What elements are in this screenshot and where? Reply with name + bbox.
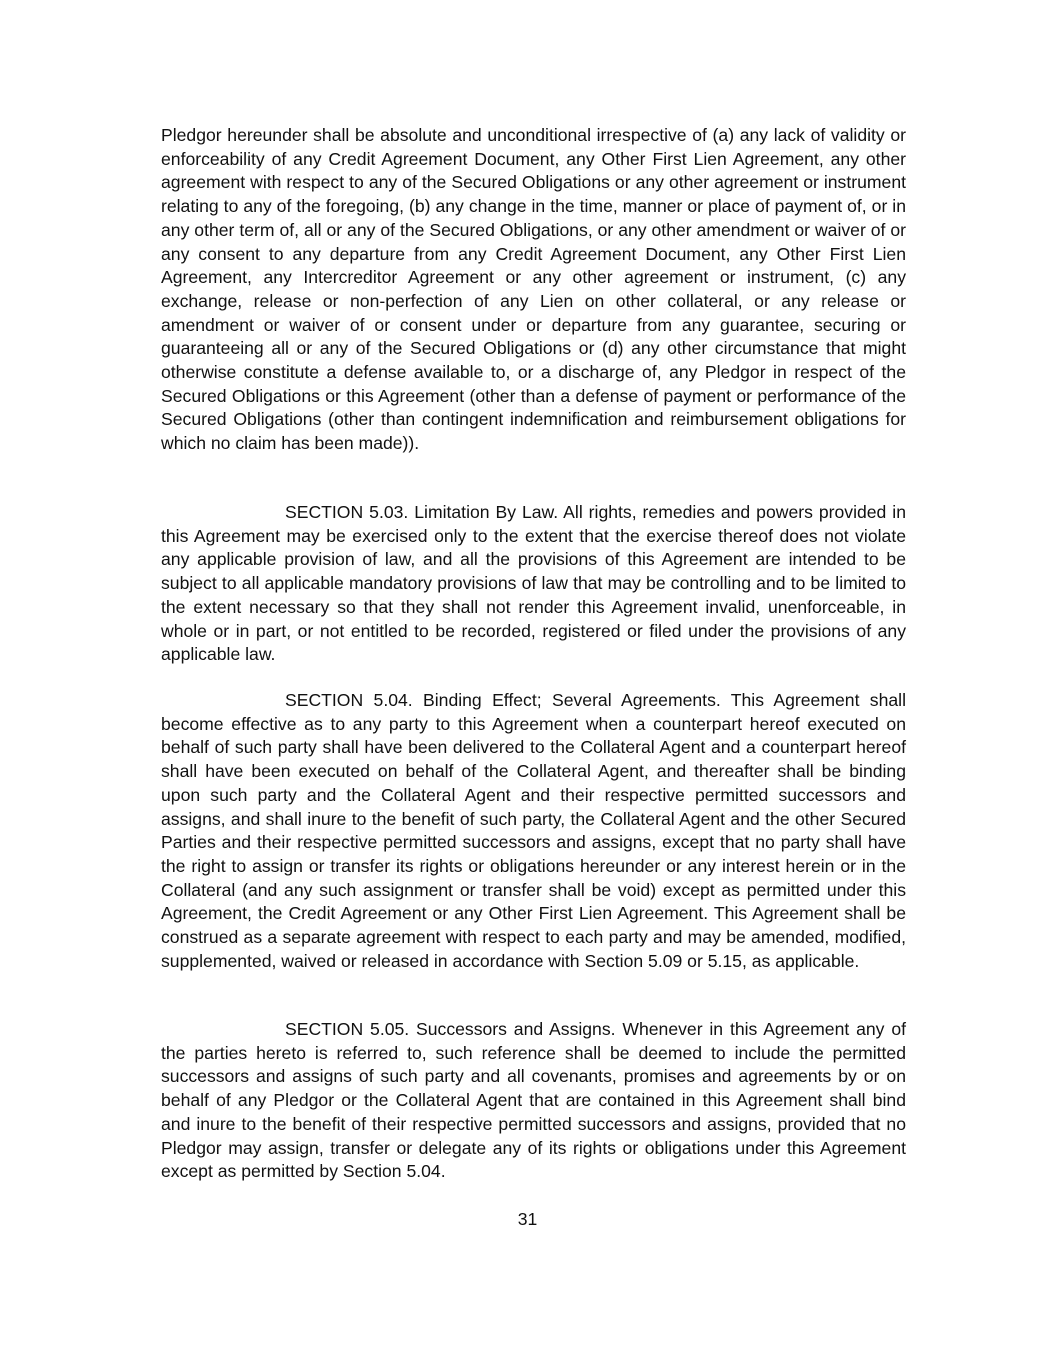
section-5-05-successors-and-assigns: SECTION 5.05. Successors and Assigns. Whenever in this Agreement any of the parties hereto is referred to, such reference shall be deemed to include the permitted successors and assigns of such party and all covenants, promises and agreements by or on behalf of any Pledgor or the Collateral Agent that are contained in this Agreement shall bind and inure to the benefit of their respective permitted successors and assigns, provided that no Pledgor may assign, transfer or delegate any of its rights or obligations under this Agreement except as permitted by Section 5.04. (161, 1019, 906, 1182)
paragraph-continuation: Pledgor hereunder shall be absolute and unconditional irrespective of (a) any lack of validity or enforceability of any Credit Agreement Document, any Other First Lien Agreement, any other agreement with respect to any of the Secured Obligations or any other agreement or instrument relating to any of the foregoing, (b) any change in the time, manner or place of payment of, or in any other term of, all or any of the Secured Obligations, or any other amendment or waiver of or any consent to any departure from any Credit Agreement Document, any Other First Lien Agreement, any Intercreditor Agreement or any other agreement or instrument, (c) any exchange, release or non-perfection of any Lien on other collateral, or any release or amendment or waiver of or consent under or departure from any guarantee, securing or guaranteeing all or any of the Secured Obligations or (d) any other circumstance that might otherwise constitute a defense available to, or a discharge of, any Pledgor in respect of the Secured Obligations or this Agreement (other than a defense of payment or performance of the Secured Obligations (other than contingent indemnification and reimbursement obligations for which no claim has been made)). (161, 125, 906, 454)
section-5-04-binding-effect: SECTION 5.04. Binding Effect; Several Agreements. This Agreement shall become effective as to any party to this Agreement when a counterpart hereof executed on behalf of such party shall have been delivered to the Collateral Agent and a counterpart hereof shall have been executed on behalf of the Collateral Agent, and thereafter shall be binding upon such party and the Collateral Agent and their respective permitted successors and assigns, and shall inure to the benefit of such party, the Collateral Agent and the other Secured Parties and their respective permitted successors and assigns, except that no party shall have the right to assign or transfer its rights or obligations hereunder or any interest herein or in the Collateral (and any such assignment or transfer shall be void) except as permitted under this Agreement, the Credit Agreement or any Other First Lien Agreement. This Agreement shall be construed as a separate agreement with respect to each party and may be amended, modified, supplemented, waived or released in accordance with Section 5.09 or 5.15, as applicable. (161, 690, 906, 971)
section-5-03-limitation-by-law: SECTION 5.03. Limitation By Law. All rights, remedies and powers provided in this Agreement may be exercised only to the extent that the exercise thereof does not violate any applicable provision of law, and all the provisions of this Agreement are intended to be subject to all applicable mandatory provisions of law that may be controlling and to be limited to the extent necessary so that they shall not render this Agreement invalid, unenforceable, in whole or in part, or not entitled to be recorded, registered or filed under the provisions of any applicable law. (161, 502, 906, 665)
page-number: 31 (517, 1209, 538, 1229)
